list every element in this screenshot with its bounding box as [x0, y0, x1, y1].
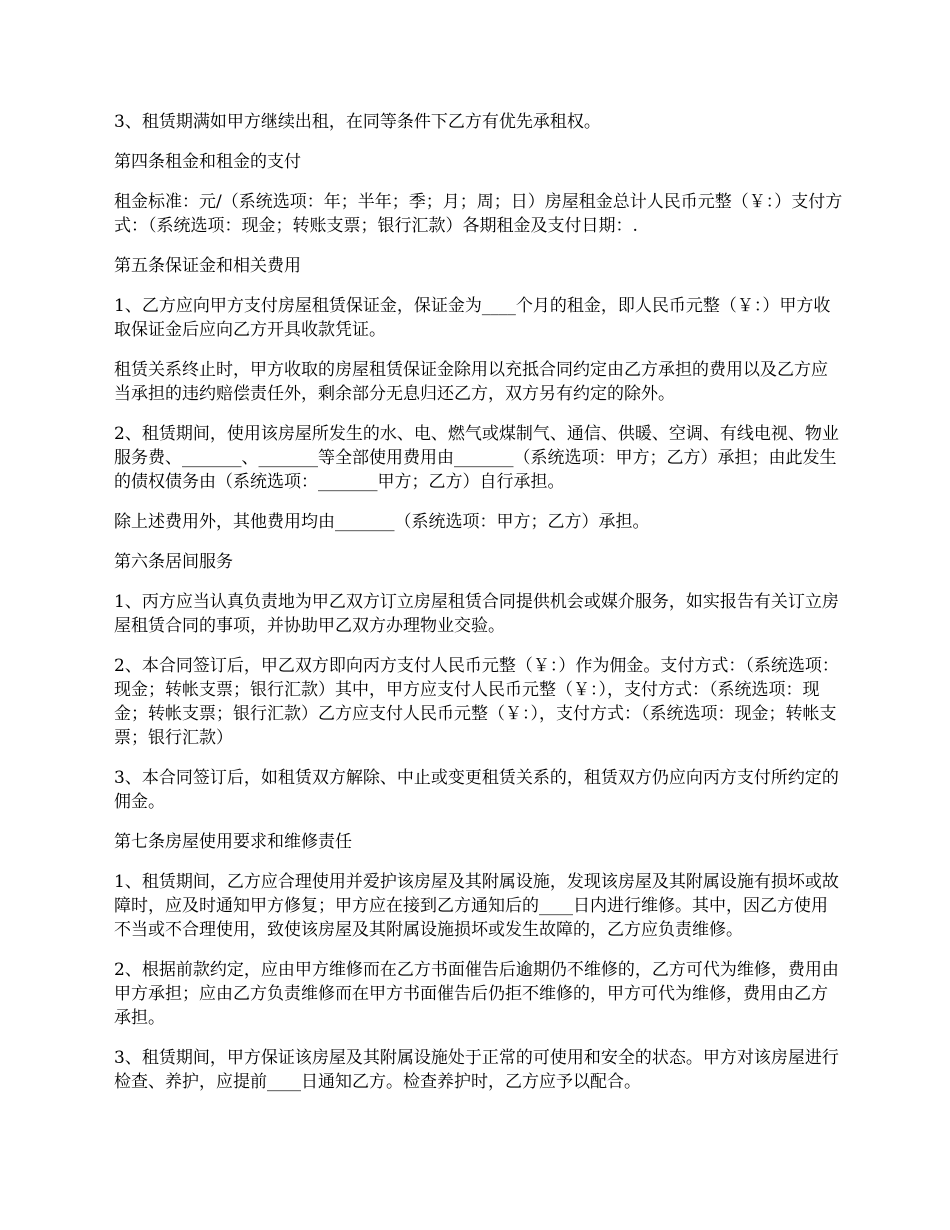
- document-body: [114, 110, 844, 1110]
- paragraph-deposit-return: 租赁关系终止时，甲方收取的房屋租赁保证金除用以充抵合同约定由乙方承担的费用以及乙方应当承担的违约赔偿责任外，剩余部分无息归还乙方，双方另有约定的除外。: [114, 360, 828, 404]
- section-heading-deposit: 第五条保证金和相关费用: [114, 256, 301, 276]
- paragraph-renewal-priority: 3、租赁期满如甲方继续出租，在同等条件下乙方有优先承租权。: [114, 112, 601, 132]
- paragraph-commission-retained: 3、本合同签订后，如租赁双方解除、中止或变更租赁关系的，租赁双方仍应向丙方支付所约定的佣金。: [114, 768, 839, 812]
- paragraph-usage-fees: 2、租赁期间，使用该房屋所发生的水、电、燃气或煤制气、通信、供暖、空调、有线电视、物业服务费、_______、_______等全部使用费用由_______（系统选项：甲方；乙方）承担；由此发生的债权债务由（系统选项：_______甲方；乙方）自行承担。: [114, 424, 839, 492]
- paragraph-other-fees: 除上述费用外，其他费用均由_______（系统选项：甲方；乙方）承担。: [114, 512, 650, 532]
- paragraph-maintenance-duty: 1、租赁期间，乙方应合理使用并爱护该房屋及其附属设施，发现该房屋及其附属设施有损坏或故障时，应及时通知甲方修复；甲方应在接到乙方通知后的____日内进行维修。其中，因乙方使用不当或不合理使用，致使该房屋及其附属设施损坏或发生故障的，乙方应负责维修。: [114, 872, 839, 940]
- paragraph-intermediary-duty: 1、丙方应当认真负责地为甲乙双方订立房屋租赁合同提供机会或媒介服务，如实报告有关订立房屋租赁合同的事项，并协助甲乙双方办理物业交验。: [114, 592, 839, 636]
- paragraph-inspection: 3、租赁期间，甲方保证该房屋及其附属设施处于正常的可使用和安全的状态。甲方对该房屋进行检查、养护，应提前____日通知乙方。检查养护时，乙方应予以配合。: [114, 1048, 839, 1092]
- section-heading-rent: 第四条租金和租金的支付: [114, 152, 301, 172]
- paragraph-deposit-payment: 1、乙方应向甲方支付房屋租赁保证金，保证金为____个月的租金，即人民币元整（￥：）甲方收取保证金后应向乙方开具收款凭证。: [114, 296, 831, 340]
- paragraph-maintenance-substitute: 2、根据前款约定，应由甲方维修而在乙方书面催告后逾期仍不维修的，乙方可代为维修，费用由甲方承担；应由乙方负责维修而在甲方书面催告后仍拒不维修的，甲方可代为维修，费用由乙方承担。: [114, 960, 839, 1028]
- section-heading-maintenance: 第七条房屋使用要求和维修责任: [114, 832, 352, 852]
- paragraph-rent-standard: 租金标准：元/（系统选项：年；半年；季；月；周；日）房屋租金总计人民币元整（￥：）支付方式：（系统选项：现金；转账支票；银行汇款）各期租金及支付日期：.: [114, 192, 843, 236]
- paragraph-commission: 2、本合同签订后，甲乙双方即向丙方支付人民币元整（￥：）作为佣金。支付方式：（系统选项：现金；转帐支票；银行汇款）其中，甲方应支付人民币元整（￥：），支付方式：（系统选项：现金；转帐支票；银行汇款）乙方应支付人民币元整（￥：），支付方式：（系统选项：现金；转帐支票；银行汇款）: [114, 656, 839, 748]
- section-heading-intermediary: 第六条居间服务: [114, 552, 233, 572]
